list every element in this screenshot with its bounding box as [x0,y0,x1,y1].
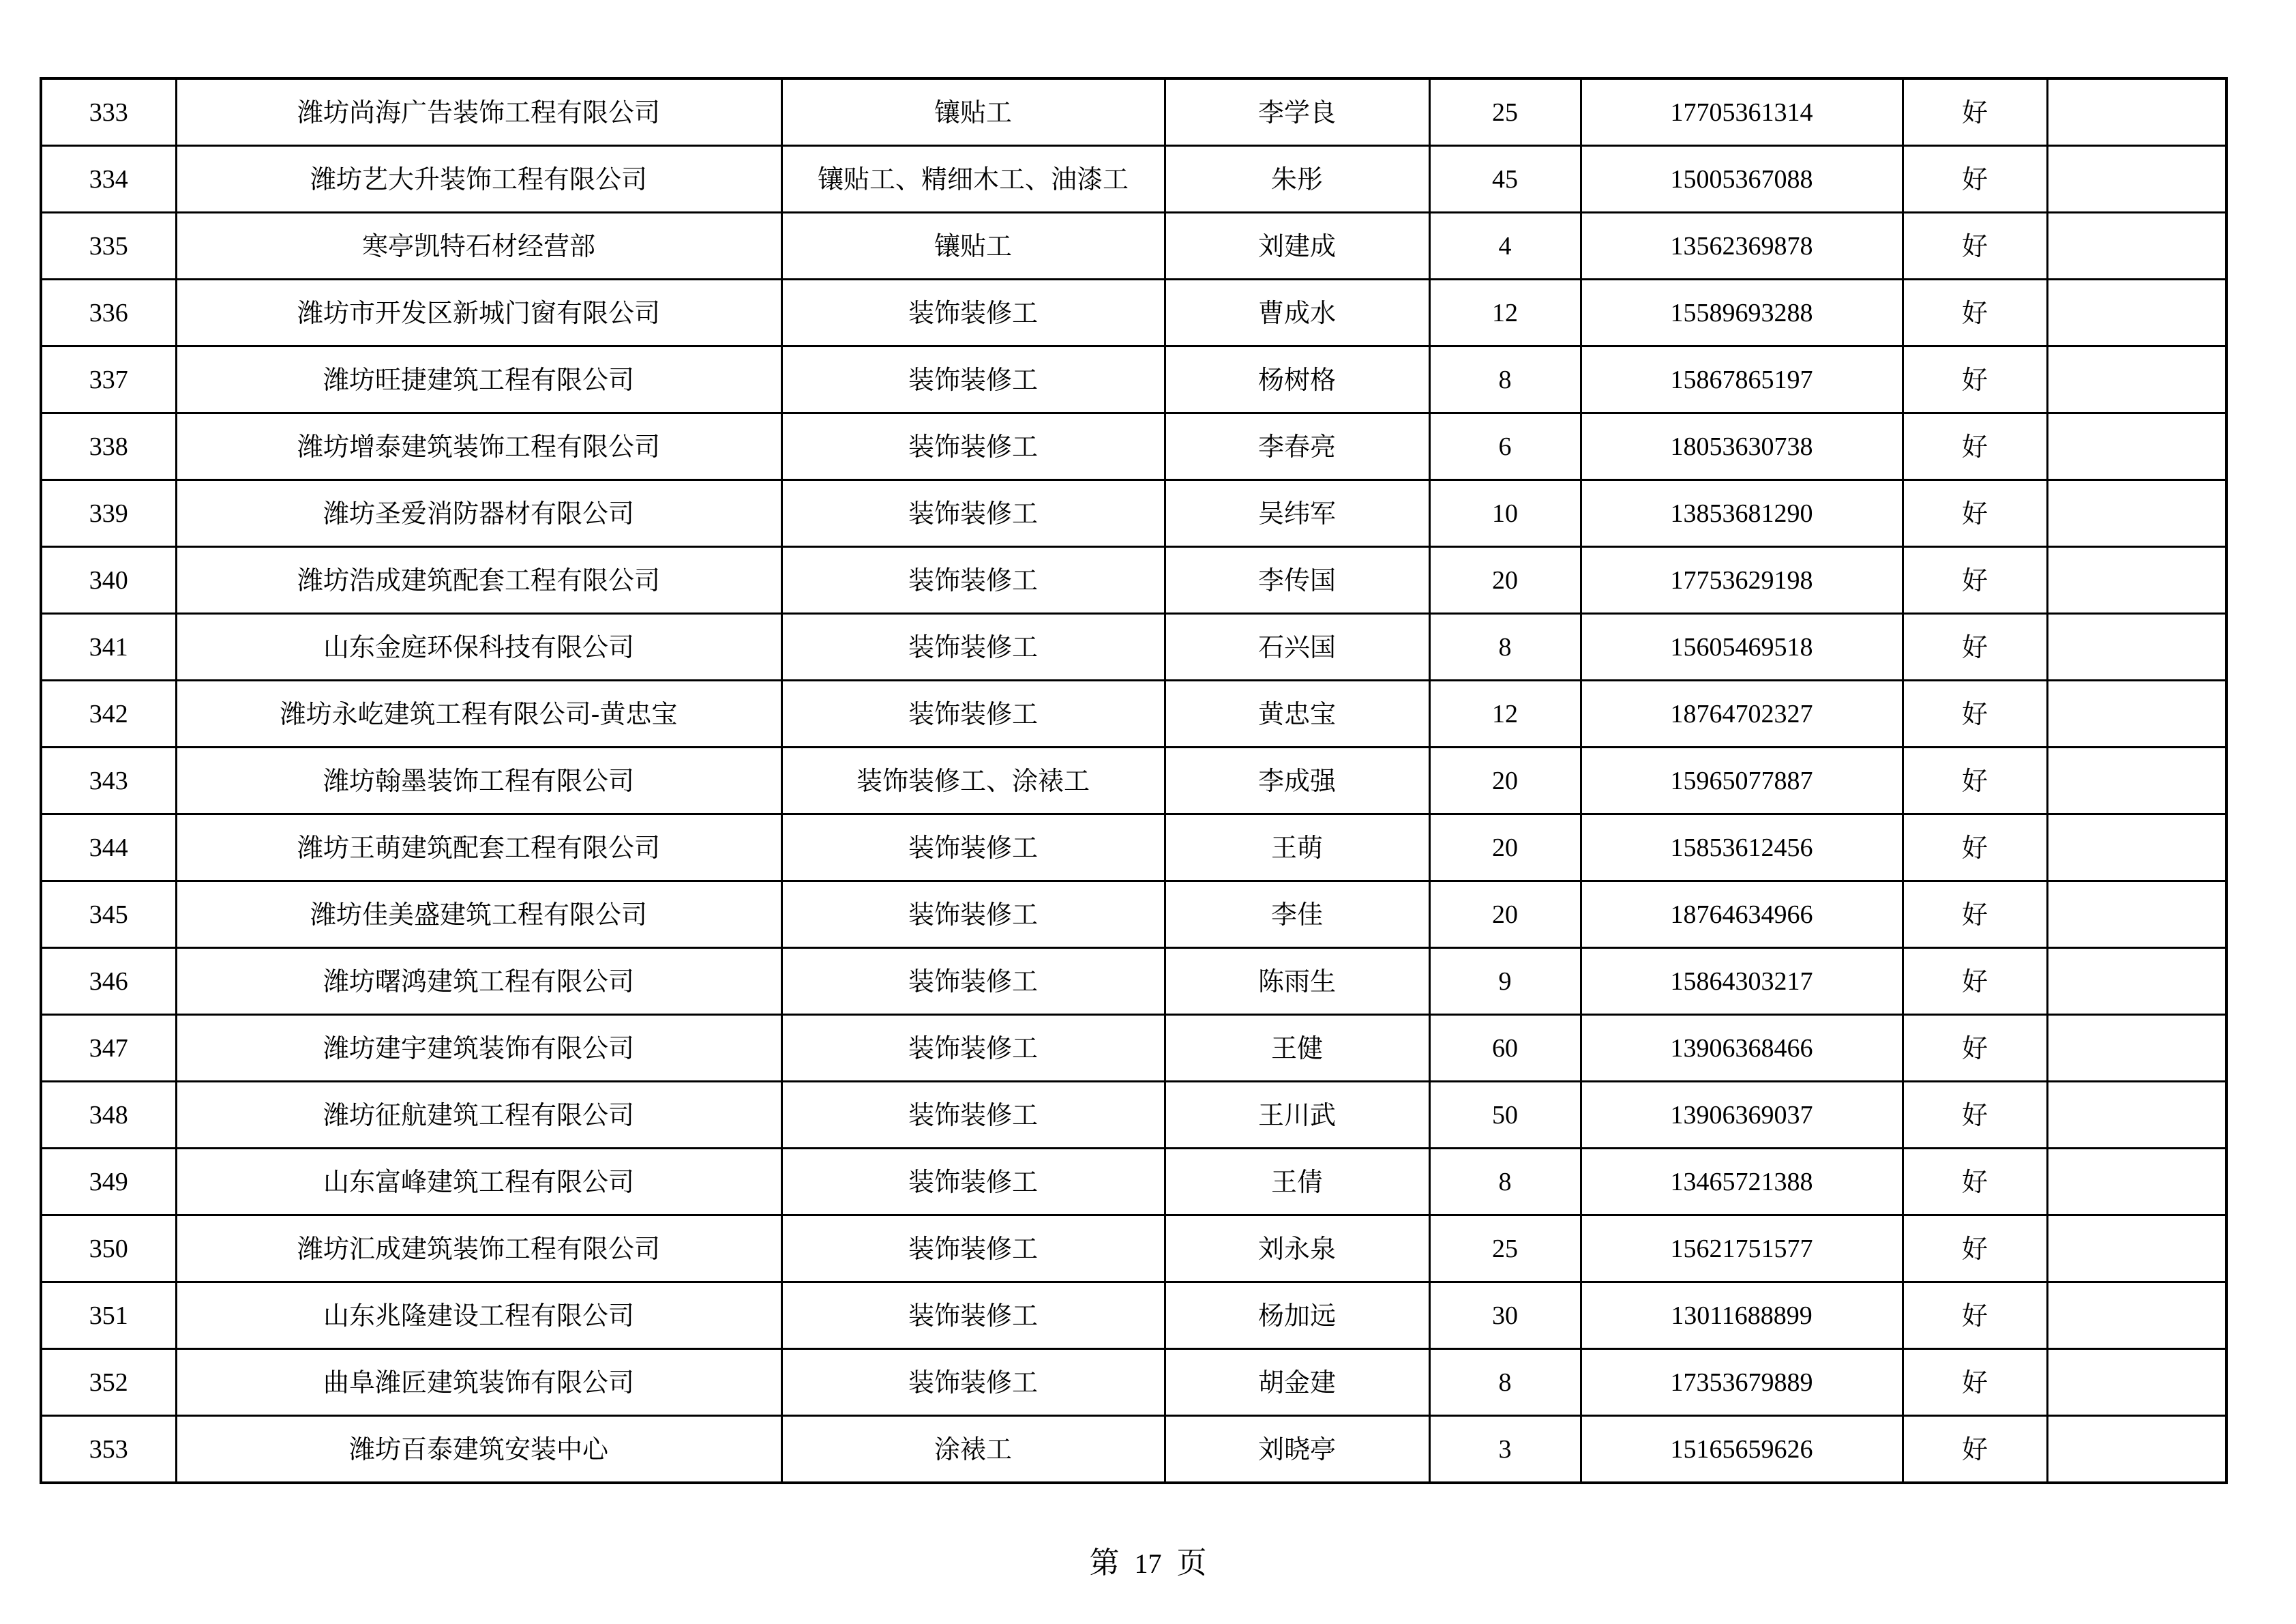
rating-cell: 好 [1903,78,2047,146]
rating-cell: 好 [1903,814,2047,881]
note-cell [2047,814,2226,881]
count-cell: 10 [1429,480,1581,547]
rating-cell: 好 [1903,881,2047,948]
phone-cell: 15605469518 [1581,614,1903,681]
contact-cell: 杨加远 [1165,1282,1429,1349]
note-cell [2047,1082,2226,1149]
count-cell: 12 [1429,280,1581,346]
company-cell: 潍坊圣爱消防器材有限公司 [176,480,781,547]
count-cell: 25 [1429,1215,1581,1282]
count-cell: 50 [1429,1082,1581,1149]
count-cell: 8 [1429,614,1581,681]
rating-cell: 好 [1903,1416,2047,1483]
table-row [41,146,2226,213]
count-cell: 25 [1429,78,1581,146]
note-cell [2047,881,2226,948]
company-cell: 潍坊永屹建筑工程有限公司-黄忠宝 [176,681,781,748]
table-row [41,280,2226,346]
rating-cell: 好 [1903,1215,2047,1282]
row-number-cell: 334 [41,146,176,213]
phone-cell: 17705361314 [1581,78,1903,146]
contact-cell: 杨树格 [1165,346,1429,413]
company-cell: 潍坊浩成建筑配套工程有限公司 [176,547,781,614]
company-cell: 潍坊曙鸿建筑工程有限公司 [176,948,781,1015]
trade-cell: 装饰装修工 [781,614,1165,681]
count-cell: 8 [1429,1149,1581,1215]
rating-cell: 好 [1903,413,2047,480]
count-cell: 12 [1429,681,1581,748]
trade-cell: 装饰装修工 [781,1215,1165,1282]
trade-cell: 装饰装修工 [781,547,1165,614]
note-cell [2047,346,2226,413]
contact-cell: 陈雨生 [1165,948,1429,1015]
count-cell: 20 [1429,814,1581,881]
table-body [41,78,2226,1483]
phone-cell: 13906368466 [1581,1015,1903,1082]
phone-cell: 15589693288 [1581,280,1903,346]
note-cell [2047,681,2226,748]
data-table [40,77,2228,1484]
company-cell: 寒亭凯特石材经营部 [176,213,781,280]
trade-cell: 装饰装修工 [781,948,1165,1015]
contact-cell: 李佳 [1165,881,1429,948]
company-cell: 潍坊征航建筑工程有限公司 [176,1082,781,1149]
trade-cell: 装饰装修工 [781,814,1165,881]
contact-cell: 刘建成 [1165,213,1429,280]
count-cell: 3 [1429,1416,1581,1483]
phone-cell: 15965077887 [1581,748,1903,814]
trade-cell: 装饰装修工 [781,1015,1165,1082]
row-number-cell: 333 [41,78,176,146]
page-number: 17 [1134,1548,1162,1579]
trade-cell: 装饰装修工 [781,280,1165,346]
trade-cell: 涂裱工 [781,1416,1165,1483]
count-cell: 45 [1429,146,1581,213]
table-row [41,346,2226,413]
phone-cell: 13562369878 [1581,213,1903,280]
table-row [41,681,2226,748]
rating-cell: 好 [1903,213,2047,280]
company-cell: 潍坊建宇建筑装饰有限公司 [176,1015,781,1082]
row-number-cell: 345 [41,881,176,948]
trade-cell: 装饰装修工 [781,413,1165,480]
contact-cell: 曹成水 [1165,280,1429,346]
rating-cell: 好 [1903,681,2047,748]
phone-cell: 13906369037 [1581,1082,1903,1149]
note-cell [2047,1349,2226,1416]
rating-cell: 好 [1903,547,2047,614]
phone-cell: 13853681290 [1581,480,1903,547]
company-cell: 潍坊王萌建筑配套工程有限公司 [176,814,781,881]
rating-cell: 好 [1903,1082,2047,1149]
table-row [41,480,2226,547]
trade-cell: 装饰装修工 [781,881,1165,948]
row-number-cell: 353 [41,1416,176,1483]
note-cell [2047,78,2226,146]
table-row [41,1349,2226,1416]
page-prefix: 第 [1089,1546,1120,1580]
row-number-cell: 350 [41,1215,176,1282]
rating-cell: 好 [1903,346,2047,413]
contact-cell: 刘晓亭 [1165,1416,1429,1483]
trade-cell: 装饰装修工 [781,1349,1165,1416]
table-row [41,78,2226,146]
company-cell: 山东富峰建筑工程有限公司 [176,1149,781,1215]
contact-cell: 胡金建 [1165,1349,1429,1416]
note-cell [2047,614,2226,681]
phone-cell: 15867865197 [1581,346,1903,413]
phone-cell: 17353679889 [1581,1349,1903,1416]
row-number-cell: 343 [41,748,176,814]
rating-cell: 好 [1903,480,2047,547]
table-row [41,213,2226,280]
contact-cell: 李成强 [1165,748,1429,814]
company-cell: 潍坊翰墨装饰工程有限公司 [176,748,781,814]
note-cell [2047,280,2226,346]
rating-cell: 好 [1903,1349,2047,1416]
trade-cell: 装饰装修工、涂裱工 [781,748,1165,814]
row-number-cell: 352 [41,1349,176,1416]
table-row [41,1215,2226,1282]
row-number-cell: 335 [41,213,176,280]
trade-cell: 镶贴工、精细木工、油漆工 [781,146,1165,213]
count-cell: 60 [1429,1015,1581,1082]
table-row [41,1015,2226,1082]
company-cell: 潍坊佳美盛建筑工程有限公司 [176,881,781,948]
contact-cell: 石兴国 [1165,614,1429,681]
row-number-cell: 336 [41,280,176,346]
row-number-cell: 347 [41,1015,176,1082]
company-cell: 潍坊汇成建筑装饰工程有限公司 [176,1215,781,1282]
note-cell [2047,547,2226,614]
contact-cell: 王倩 [1165,1149,1429,1215]
trade-cell: 镶贴工 [781,213,1165,280]
note-cell [2047,1149,2226,1215]
company-cell: 曲阜潍匠建筑装饰有限公司 [176,1349,781,1416]
table-row [41,948,2226,1015]
company-cell: 潍坊尚海广告装饰工程有限公司 [176,78,781,146]
row-number-cell: 349 [41,1149,176,1215]
row-number-cell: 351 [41,1282,176,1349]
company-cell: 潍坊艺大升装饰工程有限公司 [176,146,781,213]
row-number-cell: 344 [41,814,176,881]
contact-cell: 李春亮 [1165,413,1429,480]
phone-cell: 17753629198 [1581,547,1903,614]
note-cell [2047,480,2226,547]
contact-cell: 刘永泉 [1165,1215,1429,1282]
contact-cell: 王川武 [1165,1082,1429,1149]
trade-cell: 装饰装修工 [781,1082,1165,1149]
phone-cell: 18764702327 [1581,681,1903,748]
phone-cell: 15165659626 [1581,1416,1903,1483]
rating-cell: 好 [1903,1282,2047,1349]
table-row [41,1149,2226,1215]
count-cell: 4 [1429,213,1581,280]
trade-cell: 装饰装修工 [781,346,1165,413]
contact-cell: 王健 [1165,1015,1429,1082]
company-cell: 山东兆隆建设工程有限公司 [176,1282,781,1349]
row-number-cell: 342 [41,681,176,748]
table-row [41,881,2226,948]
rating-cell: 好 [1903,948,2047,1015]
contact-cell: 王萌 [1165,814,1429,881]
count-cell: 20 [1429,748,1581,814]
trade-cell: 装饰装修工 [781,1282,1165,1349]
note-cell [2047,1282,2226,1349]
rating-cell: 好 [1903,1015,2047,1082]
row-number-cell: 337 [41,346,176,413]
phone-cell: 18764634966 [1581,881,1903,948]
company-cell: 潍坊百泰建筑安装中心 [176,1416,781,1483]
rating-cell: 好 [1903,748,2047,814]
phone-cell: 15621751577 [1581,1215,1903,1282]
note-cell [2047,1015,2226,1082]
count-cell: 30 [1429,1282,1581,1349]
table-row [41,547,2226,614]
company-cell: 潍坊增泰建筑装饰工程有限公司 [176,413,781,480]
count-cell: 20 [1429,881,1581,948]
company-cell: 潍坊市开发区新城门窗有限公司 [176,280,781,346]
row-number-cell: 341 [41,614,176,681]
phone-cell: 15005367088 [1581,146,1903,213]
row-number-cell: 346 [41,948,176,1015]
count-cell: 6 [1429,413,1581,480]
note-cell [2047,948,2226,1015]
rating-cell: 好 [1903,280,2047,346]
phone-cell: 18053630738 [1581,413,1903,480]
table-row [41,814,2226,881]
note-cell [2047,146,2226,213]
trade-cell: 镶贴工 [781,78,1165,146]
phone-cell: 15864303217 [1581,948,1903,1015]
contact-cell: 黄忠宝 [1165,681,1429,748]
count-cell: 9 [1429,948,1581,1015]
phone-cell: 13465721388 [1581,1149,1903,1215]
row-number-cell: 339 [41,480,176,547]
table-row [41,1282,2226,1349]
table-row [41,1082,2226,1149]
note-cell [2047,748,2226,814]
company-cell: 潍坊旺捷建筑工程有限公司 [176,346,781,413]
table-row [41,748,2226,814]
note-cell [2047,1416,2226,1483]
phone-cell: 15853612456 [1581,814,1903,881]
note-cell [2047,413,2226,480]
row-number-cell: 338 [41,413,176,480]
trade-cell: 装饰装修工 [781,681,1165,748]
phone-cell: 13011688899 [1581,1282,1903,1349]
table-row [41,1416,2226,1483]
page-suffix: 页 [1176,1546,1207,1580]
note-cell [2047,1215,2226,1282]
count-cell: 8 [1429,1349,1581,1416]
row-number-cell: 340 [41,547,176,614]
contact-cell: 吴纬军 [1165,480,1429,547]
table-row [41,413,2226,480]
contact-cell: 李学良 [1165,78,1429,146]
count-cell: 8 [1429,346,1581,413]
rating-cell: 好 [1903,146,2047,213]
company-cell: 山东金庭环保科技有限公司 [176,614,781,681]
row-number-cell: 348 [41,1082,176,1149]
trade-cell: 装饰装修工 [781,480,1165,547]
trade-cell: 装饰装修工 [781,1149,1165,1215]
rating-cell: 好 [1903,614,2047,681]
contact-cell: 李传国 [1165,547,1429,614]
count-cell: 20 [1429,547,1581,614]
note-cell [2047,213,2226,280]
page-footer [0,1548,2296,1578]
contact-cell: 朱彤 [1165,146,1429,213]
rating-cell: 好 [1903,1149,2047,1215]
table-row [41,614,2226,681]
